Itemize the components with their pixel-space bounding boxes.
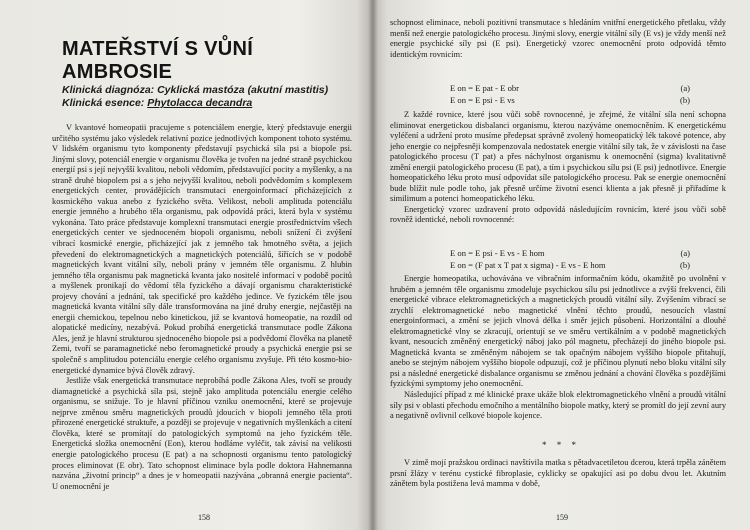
equation-label: (a) [680,83,690,93]
equation-text: E on = E psi - E vs [450,95,515,105]
right-body-text-c [390,274,726,422]
paragraph: Z každé rovnice, které jsou vůči sobě rovnocenné, je zřejmé, že vitální síla není schopna eliminovat energetickou disbalanci organismu, kterou nazýváme onemocněním. K energetickému vyléčení a udržení proto musíme předepsat správně zvolený homeopatický lék takové potence, aby jeho energie co nejpřesněji kompenzovala nedostatek energie vitální síly tak, že v závislosti na čase patologického procesu (T pat) a přes náchylnost organismu k onemocnění (sigma) kvalitativně změní energii patologického procesu (E pat), a tím i psychickou sílu psi (E psi) jednotlivce. Energie homeopatického léku proto musí odpovídat síle patologického procesu. Pak se energie onemocnění bude blížit nule podle toho, jak přesně určíme životní esenci klienta a jak přesně ji přiřadíme k similimum a potenci homeopatického léku. [390,110,726,204]
clinical-diagnosis: Klinická diagnóza: Cyklická mastóza (akutní mastitis) [62,84,329,96]
equation-label: (b) [679,95,690,105]
chapter-title: MATEŘSTVÍ S VŮNÍ AMBROSIE [62,38,254,83]
right-intro-text [390,18,726,60]
left-body-text [52,123,352,505]
clinical-header [62,84,352,110]
paragraph: Energetický vzorec uzdravení proto odpovídá následujícím rovnicím, které jsou vůči sobě rovněž identické, neboli rovnocenné: [390,204,726,225]
paragraph: V kvantové homeopatii pracujeme s potenciálem energie, který představuje energii určitého systému jako výsledek relativní pozice jednotlivých komponent tohoto systému. V lidském organismu tyto komponenty představují psychická síla psi a biopole psi. Jinými slovy, potenciál energie v organismu člověka je tvořen na jedné straně psychickou energií psi s její nejvyšší kvalitou, neboli vědomím, představující pocity a myšlenky, a na straně druhé biopolem psi a s jeho nejvyšší kvalitou, neboli podvědomím s komplexem energetických center, provádějících transmutaci energoinformací přicházejících z kosmického vakua anebo z fyzického světa. Velikost, neboli amplituda potenciálu energie jemného a hrubého těla organismu, pak odpovídá práci, která byla v systému vykonána. Tato práce představuje komplexní transmutaci energie prostřednictvím všech energetických center ve sjednoceném biopoli organismu, neboli snížení či zvýšení vibrací kosmické energie, přicházející jak z jemného tak hmotného světa, a jejich převedení do elektromagnetických a magnetických potenciálů, šířících se v podobě magnetických kvant vitální síly, neboli prány v jemném těle organismu. Z hlubin jemného těla organismu pak magnetická kvanta jako nositelé informací v podobě pocitů a myšlenek pronikají do vědomí těla fyzického a dávají organismu charakteristické projevy chování a jednání, tak specifické pro každého jedince. Ve fyzickém těle jsou magnetická kvanta vitální síly dále transformována na jiné druhy energie, nejčastěji na energii chemickou, tepelnou nebo kinetickou, již se kvantová homeopatie, na rozdíl od alopatické medicíny, nezabývá. Pokud probíhá energetická transmutace podle Zákona Ales, jenž je hlavní strukturou sjednoceného biopole psi a podvědomí člověka na planetě Zemi, tvoří se paramagnetické nebo feromagnetické proudy a psychická energie psi se společně s amplitudou potenciálu energie celého organismu zvyšuje. Při této kosmo-bio-energetické dynamice bývá člověk zdravý. [52,123,352,375]
equation-text: E on = (F pat x T pat x sigma) - E vs - E hom [450,260,606,270]
equation-label: (b) [679,260,690,270]
paragraph: Jestliže však energetická transmutace neprobíhá podle Zákona Ales, tvoří se proudy diamagnetické a psychická síla psi, stejně jako amplituda potenciálu energie celého organismu, se snižuje. To je hlavní příčinou vzniku onemocnění, které se projevuje nejprve změnou směru magnetických proudů jdoucích v biopoli jemného těla proti přirozené energetické struktuře, a později se projevuje v negativních myšlenkách a citení člověka, které se promítají do patologických symptomů na jeho fyzickém těle. Energetická složka onemocnění (Eon), kterou hodláme vyléčit, tak závisí na velikosti energie patologického procesu (E pat) a na schopnosti organismu tento patologický proces eliminovat (E obr). Tato schopnost eliminace byla podle doktora Hahnemanna nazvána „životní princip“ a dnes je v homeopatii nazývána „obranná energie pacienta“. U onemocnění je [52,376,352,491]
equation-2 [450,95,690,106]
page-number-left: 158 [198,513,210,522]
book-gutter-shadow [368,0,378,530]
equation-text: E on = E pat - E obr [450,83,520,93]
right-body-text-d [390,458,726,490]
paragraph: Následující případ z mé klinické praxe ukáže blok elektromagnetického vlnění a proudů vitální síly psi v oblasti přechodu emočního a mentálního biopole matky, který se promítl do její zevní aury a negativně ovlivnil celkové biopole kojence. [390,390,727,421]
equation-text: E on = E psi - E vs - E hom [450,248,545,258]
paragraph: V zimě mojí pražskou ordinaci navštívila matka s pětadvacetiletou dcerou, která trpěla zánětem prsní žlázy v terénu cystické fibroplasie, cyklicky se opakující asi po dobu dvou let. Akutním zánětem byla postižena levá mamma v době, [390,458,726,489]
equation-label: (a) [680,248,690,258]
equation-4 [450,260,690,271]
equation-1 [450,83,690,94]
essence-label: Klinická esence: [62,97,148,109]
essence-value: Phytolacca decandra [147,97,253,109]
paragraph: schopnost eliminace, neboli pozitivní transmutace s hledáním vnitřní energetického přetlaku, vždy menší než energie patologického procesu. Jinými slovy, energie vitální síly (E vs) je vždy menší než energie psychické síly psi (E psi). Energetický vzorec onemocnění proto odpovídá těmto identickým rovnicím: [390,18,726,59]
right-page [372,0,750,530]
section-separator: * * * [542,440,580,450]
right-body-text-b [390,110,726,226]
page-number-right: 159 [556,513,568,522]
left-page [0,0,372,530]
equation-3 [450,248,690,259]
paragraph: Energie homeopatika, uchovávána ve vibračním informačním kódu, okamžitě po uvolnění v hrubém a jemném těle organismu zmodeluje psychickou sílu psi jednotlivce a zvýší frekvenci, čili energetické vibrace elektromagnetických a magnetických proudů vitální síly. Zvýšením vibrací se zrychlí elektromagnetické nebo magnetické vlnění těchto proudů, nesoucích vlastní energoinformaci, a změní se jejich vlnová délka i směr jejich působení. Horizontální a dlouhé elektromagnetické vlny se zkracují, orientují se ve směru vertikálním a v podobě magnetických kvant, nesoucích změněný energetický náboj jako pól magnetu, přecházejí do jiného biopole psi. Magnetická kvanta se změněným nábojem se tak opačným nábojem vyššího biopole přitahují, anebo se stejným nábojem vyššího biopole odpuzují, což je příčinou plynutí nebo bloku vitální síly psi a následné energetické disbalance organismu se změnou jednání a chování člověka s pozdějšími fyzickými symptomy jeho onemocnění. [390,274,726,389]
clinical-essence [62,97,352,110]
